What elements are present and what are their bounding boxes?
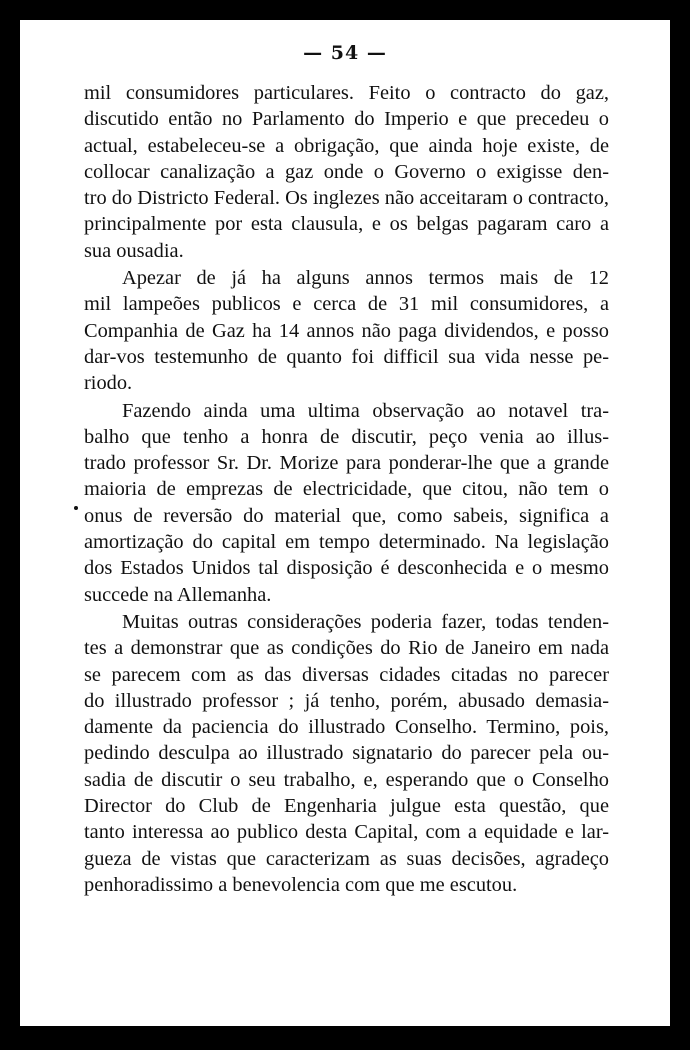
paragraph-1 [84,80,609,264]
text-line: riodo. [84,372,133,395]
text-line: se parecem com as das diversas cidades citadas no parecer [84,663,609,686]
text-line: penhoradissimo a benevolencia com que me escutou. [84,873,518,896]
text-line: do illustrado professor ; já tenho, porém, abusado demasia- [84,689,609,712]
text-line: tes a demonstrar que as condições do Rio de Janeiro em nada [84,637,609,660]
text-line: amortização do capital em tempo determinado. Na legislação [84,531,609,554]
paragraph-2 [84,265,609,396]
text-line: balho que tenho a honra de discutir, peço venia ao illus- [84,425,609,448]
document-page [20,20,670,1026]
text-line: sua ousadia. [84,239,184,262]
text-line: discutido então no Parlamento do Imperio e que precedeu o [84,108,609,131]
paragraph-4 [84,609,609,898]
text-line: sadia de discutir o seu trabalho, e, esperando que o Conselho [84,768,609,791]
text-line: onus de reversão do material que, como sabeis, significa a [84,504,609,527]
text-line: maioria de emprezas de electricidade, que citou, não tem o [84,478,609,501]
margin-mark [74,506,78,510]
text-line: Apezar de já ha alguns annos termos mais de 12 [122,267,609,290]
text-line: dos Estados Unidos tal disposição é desconhecida e o mesmo [84,557,609,580]
text-line: actual, estabeleceu-se a obrigação, que ainda hoje existe, de [84,134,609,157]
text-line: pedindo desculpa ao illustrado signatario do parecer pela ou- [84,742,609,765]
text-line: damente da paciencia do illustrado Conselho. Termino, pois, [84,716,609,739]
text-line: succede na Allemanha. [84,583,272,606]
text-line: tanto interessa ao publico desta Capital, com a equidade e lar- [84,821,609,844]
text-line: Companhia de Gaz ha 14 annos não paga dividendos, e posso [84,319,609,342]
text-line: mil lampeões publicos e cerca de 31 mil consumidores, a [84,293,609,316]
body-text [84,80,609,899]
text-line: Fazendo ainda uma ultima observação ao notavel tra- [122,399,609,422]
text-line: Muitas outras considerações poderia fazer, todas tenden- [122,610,609,633]
paragraph-3 [84,398,609,608]
text-line: trado professor Sr. Dr. Morize para ponderar-lhe que a grande [84,452,609,475]
text-line: collocar canalização a gaz onde o Governo o exigisse den- [84,160,609,183]
text-line: mil consumidores particulares. Feito o contracto do gaz, [84,82,609,104]
text-line: gueza de vistas que caracterizam as suas decisões, agradeço [84,847,609,870]
page-number: — 54 — [303,42,387,64]
text-line: tro do Districto Federal. Os inglezes não acceitaram o contracto, [84,187,609,210]
text-line: Director do Club de Engenharia julgue esta questão, que [84,795,609,818]
text-line: principalmente por esta clausula, e os belgas pagaram caro a [84,213,609,236]
text-line: dar-vos testemunho de quanto foi difficil sua vida nesse pe- [84,345,609,368]
